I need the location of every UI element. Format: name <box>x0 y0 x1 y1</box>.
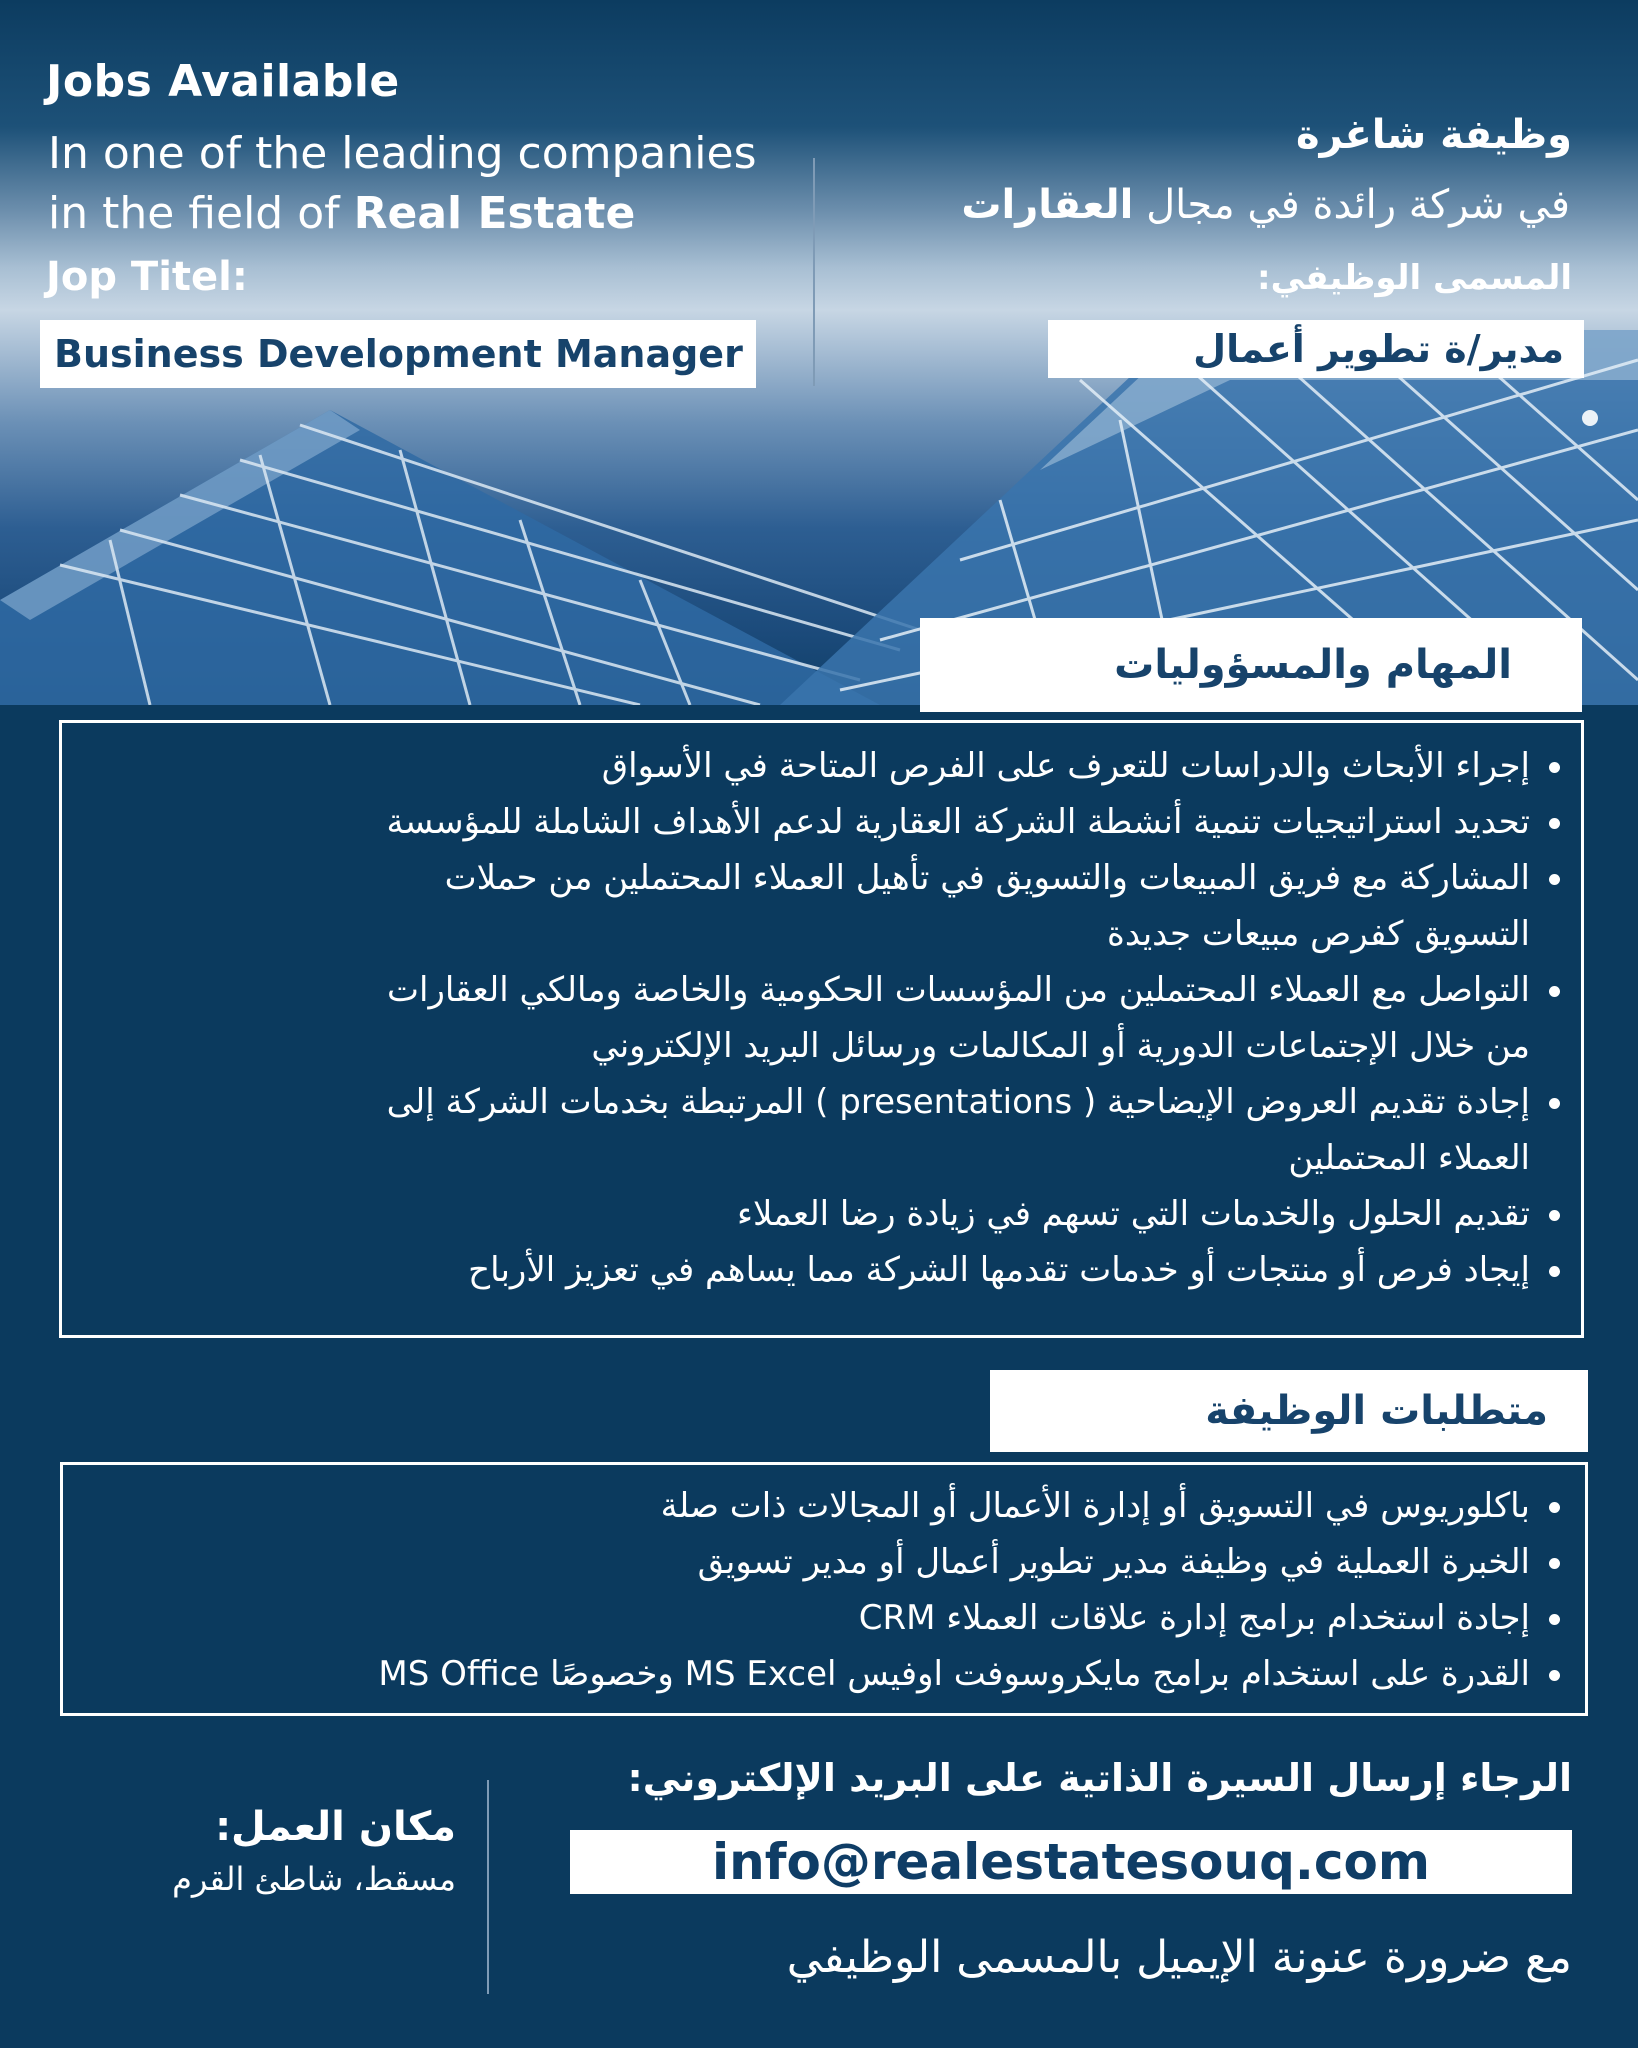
list-item: إجادة تقديم العروض الإيضاحية ( presentations ) المرتبطة بخدمات الشركة إلى العملاء المحتملين <box>200 1074 1530 1186</box>
list-item: المشاركة مع فريق المبيعات والتسويق في تأهيل العملاء المحتملين من حملات التسويق كفرص مبيعات جديدة <box>200 850 1530 962</box>
email-subject-note: مع ضرورة عنونة الإيميل بالمسمى الوظيفي <box>786 1932 1572 1983</box>
responsibilities-heading: المهام والمسؤوليات <box>920 618 1582 712</box>
list-item: القدرة على استخدام برامج مايكروسوفت اوفيس MS Excel وخصوصًا MS Office <box>200 1646 1530 1702</box>
responsibilities-list <box>200 738 1530 1298</box>
english-subtitle-bold: Real Estate <box>353 188 636 239</box>
english-subtitle-prefix: in the field of <box>48 188 354 239</box>
english-title: Jobs Available <box>46 56 400 107</box>
list-item: تحديد استراتيجيات تنمية أنشطة الشركة العقارية لدعم الأهداف الشاملة للمؤسسة <box>200 794 1530 850</box>
list-item: التواصل مع العملاء المحتملين من المؤسسات الحكومية والخاصة ومالكي العقارات من خلال الإجتماعات الدورية أو المكالمات ورسائل البريد الإلكتروني <box>200 962 1530 1074</box>
apply-instructions: الرجاء إرسال السيرة الذاتية على البريد الإلكتروني: <box>627 1756 1572 1800</box>
english-job-title-box: Business Development Manager <box>40 320 756 388</box>
email-address[interactable]: info@realestatesouq.com <box>570 1830 1572 1894</box>
english-job-label: Jop Titel: <box>46 254 248 300</box>
requirements-heading: متطلبات الوظيفة <box>990 1370 1588 1452</box>
list-item: باكلوريوس في التسويق أو إدارة الأعمال أو المجالات ذات صلة <box>200 1478 1530 1534</box>
arabic-subtitle-bold: العقارات <box>961 182 1134 228</box>
arabic-job-label: المسمى الوظيفي: <box>1257 258 1572 298</box>
work-location-label: مكان العمل: <box>215 1804 456 1850</box>
list-item: تقديم الحلول والخدمات التي تسهم في زيادة رضا العملاء <box>200 1186 1530 1242</box>
english-subtitle-line1: In one of the leading companies <box>48 128 757 179</box>
list-item: إيجاد فرص أو منتجات أو خدمات تقدمها الشركة مما يساهم في تعزيز الأرباح <box>200 1242 1530 1298</box>
arabic-title: وظيفة شاغرة <box>1295 112 1572 158</box>
english-subtitle-line2 <box>48 188 635 239</box>
arabic-subtitle <box>961 182 1570 228</box>
arabic-subtitle-prefix: في شركة رائدة في مجال <box>1133 182 1570 228</box>
header-divider <box>813 158 815 386</box>
arabic-job-title-box: مدير/ة تطوير أعمال <box>1048 320 1584 378</box>
requirements-list <box>200 1478 1530 1702</box>
list-item: إجراء الأبحاث والدراسات للتعرف على الفرص المتاحة في الأسواق <box>200 738 1530 794</box>
work-location-value: مسقط، شاطئ القرم <box>172 1860 456 1898</box>
list-item: الخبرة العملية في وظيفة مدير تطوير أعمال أو مدير تسويق <box>200 1534 1530 1590</box>
list-item: إجادة استخدام برامج إدارة علاقات العملاء CRM <box>200 1590 1530 1646</box>
footer-divider <box>487 1780 489 1994</box>
